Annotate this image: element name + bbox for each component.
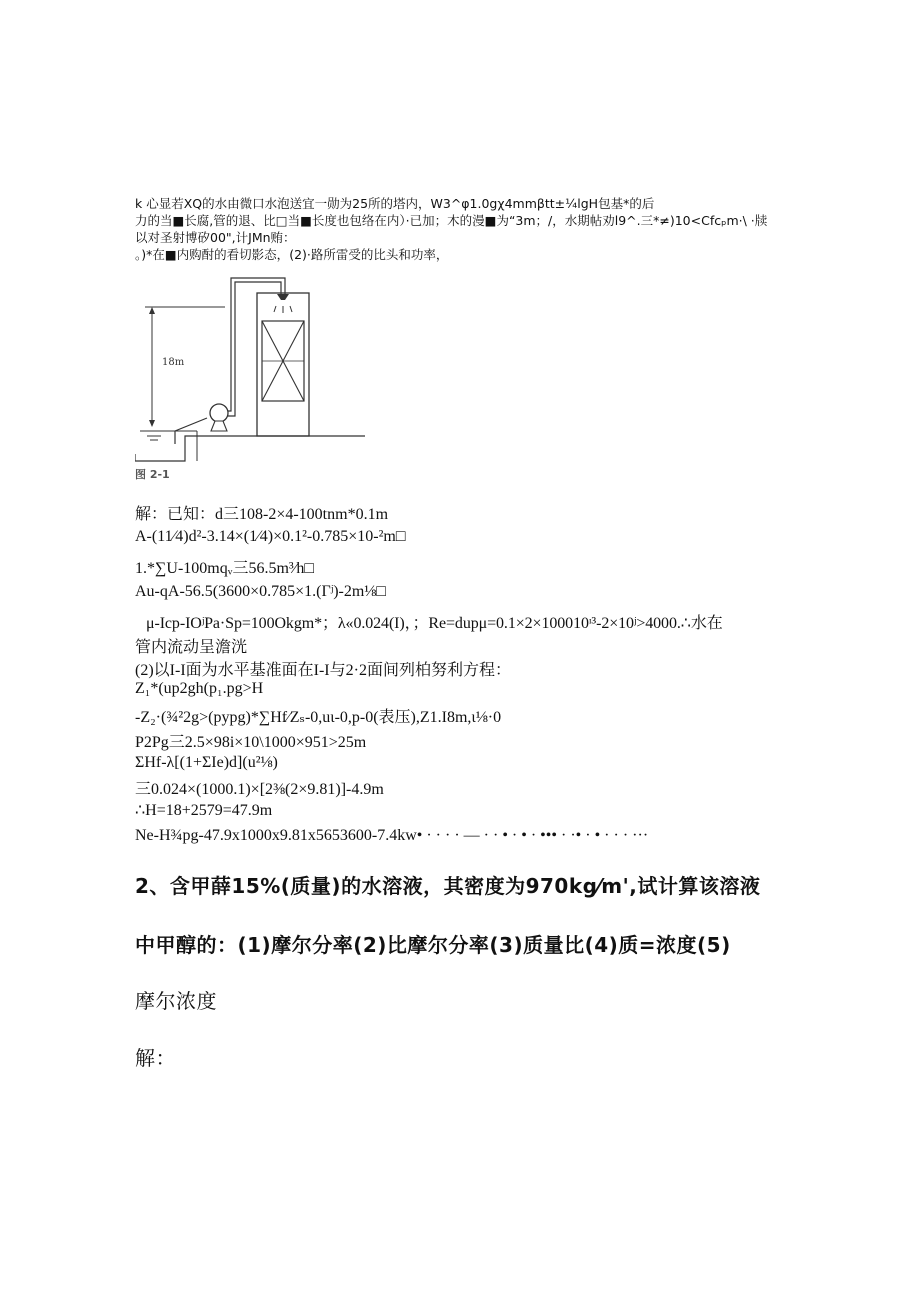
problem2-solution-label: 解：	[135, 1046, 176, 1070]
pump-icon	[210, 404, 228, 422]
problem1-line-3: 以对圣射博矽00",计JMn贿：	[135, 230, 296, 245]
tower-outline	[257, 293, 309, 436]
solution1-line-10: P2Pg三2.5×98i×10\1000×951>25m	[135, 734, 367, 751]
solution1-line-2: A-(11⁄4)d²-3.14×(1⁄4)×0.1²-0.785×10-²m□	[135, 528, 406, 545]
solution1-line-6: 管内流动呈澹洸	[135, 639, 248, 656]
problem1-line-2: 力的当■长腐,管的退、比□当■长度也包络在内）·已加；木的漫■为“3m；/，水期帖劝l9^.三*≠)10<Cfcₚm·\ ·牍	[135, 213, 768, 228]
solution1-line-14: Ne-H¾pg-47.9x1000x9.81x5653600-7.4kw• · · · · — · · • · • · ••• · ·• · • · · · ···	[135, 827, 649, 844]
dimension-arrow-top	[149, 307, 155, 314]
solution1-line-1: 解：已知：d三108-2×4-100tnm*0.1m	[135, 506, 389, 523]
solution1-line-3: 1.*∑U-100mqᵥ三56.5m³⁄h□	[135, 560, 315, 577]
nozzle-icon	[277, 294, 289, 300]
problem1-line-4: 。)*在■内购酎的看切影态，(2)·路所雷受的比头和功率，	[135, 247, 449, 262]
problem2-line-2: 中甲醇的：(1)摩尔分率(2)比摩尔分率(3)质量比(4)质=浓度(5)	[135, 933, 731, 957]
solution1-line-5: μ-Icp-IOʲPa·Sp=100Okgm*；λ«0.024(I)，；Re=dupμ=0.1×2×100010ᶦ³-2×10ʲ>4000.∴水在	[146, 615, 723, 632]
solution1-line-4: Au-qA-56.5(3600×0.785×1.(Γʲ)-2m⅛□	[135, 583, 386, 600]
figure-caption: 图 2-1	[135, 468, 170, 481]
discharge-pipe-inner	[228, 282, 281, 416]
solution1-line-13: ∴H=18+2579=47.9m	[135, 802, 273, 819]
pump-tower-diagram	[135, 276, 375, 486]
solution1-line-12: 三0.024×(1000.1)×[2⅜(2×9.81)]-4.9m	[135, 781, 384, 798]
solution1-line-9: -Z₂·(¾²2g>(pypg)*∑Hf⁄Zₛ-0,uι-0,p-0(表压),Z1.I8m,ι⅛·0	[135, 709, 502, 726]
dimension-arrow-bottom	[149, 420, 155, 427]
solution1-line-11: ΣHf-λ[(1+ΣIe)d](u²⅛)	[135, 754, 278, 771]
problem1-line-1: k 心显若XQ的水由微口水泡送宜一勋为25所的塔内，W3^φ1.0gχ4mmβtt±¼lgH包基*的后	[135, 196, 655, 211]
problem2-line-3: 摩尔浓度	[135, 989, 217, 1013]
pump-base	[211, 421, 227, 431]
problem2-line-1: 2、含甲薛15%(质量)的水溶液，其密度为970kg⁄m',试计算该溶液	[135, 874, 761, 898]
solution1-line-7: (2)以I-I面为水平基准面在I-I与2·2面间列柏努利方程：	[135, 662, 511, 679]
height-label: 18m	[162, 357, 185, 368]
pump-tower-figure	[135, 276, 375, 490]
ground-line	[135, 436, 365, 461]
solution1-line-8: Z₁*(up2gh(p₁.pg>H	[135, 680, 264, 697]
